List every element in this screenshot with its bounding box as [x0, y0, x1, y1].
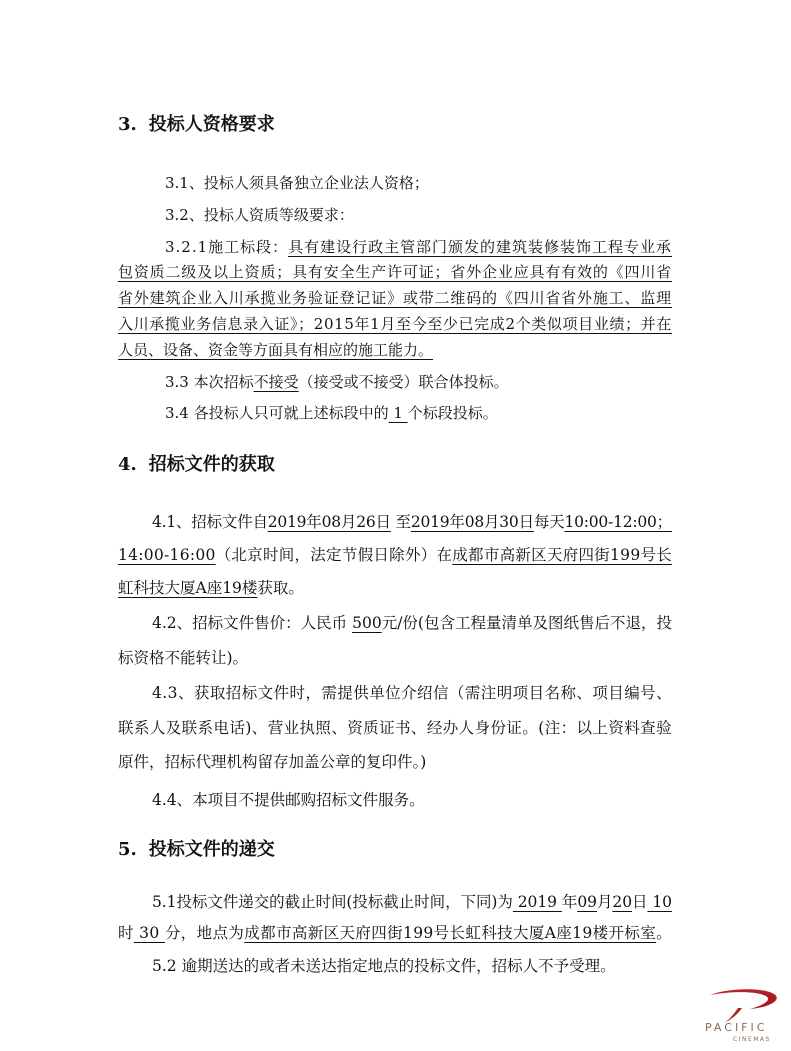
clause-5-1-text: 分，地点为 [164, 924, 245, 942]
clause-4-2-text: 元/份(包含工程量清单及图纸售后不退，投 [381, 614, 672, 632]
logo-wordmark: PACIFIC [705, 1021, 768, 1034]
clause-4-1-text: （北京时间，法定节假日除外）在 [215, 546, 453, 564]
clause-5-1-text: 。 [656, 924, 672, 942]
section-4-number: 4. [118, 454, 137, 475]
clause-3-4-text: 3.4 各投标人只可就上述标段中的 [165, 404, 389, 422]
clause-4-2-text: 标资格不能转让)。 [118, 649, 249, 667]
clause-4-1-text: 获取。 [257, 579, 304, 597]
clause-3-4-count-underlined: 1 [388, 404, 408, 422]
section-5-title: 投标文件的递交 [148, 839, 275, 860]
clause-5-1-location-underlined: 成都市高新区天府四街199号长虹科技大厦A座19楼开标室 [244, 924, 657, 942]
section-3-title: 投标人资格要求 [148, 114, 275, 135]
clause-4-2-line-2 [118, 648, 248, 668]
clause-3-3-text: 3.3 本次招标 [165, 373, 254, 391]
clause-4-4-text: 4.4、本项目不提供邮购招标文件服务。 [152, 791, 425, 809]
clause-3-2-1-label: 3.2.1施工标段： [165, 238, 289, 256]
clause-3-1 [165, 173, 429, 193]
clause-4-4 [152, 790, 425, 810]
clause-3-4 [165, 403, 498, 423]
clause-4-3-line-2 [118, 718, 672, 738]
clause-3-2-1-line-5 [118, 340, 433, 360]
clause-4-1-text: 至 [390, 513, 411, 531]
clause-4-3-text: 原件，招标代理机构留存加盖公章的复印件。) [118, 753, 427, 771]
clause-4-3-text: 4.3、获取招标文件时，需提供单位介绍信（需注明项目名称、项目编号、 [152, 684, 673, 702]
clause-3-2 [165, 205, 354, 225]
section-3-number: 3. [118, 114, 137, 135]
section-5-number: 5. [118, 839, 137, 860]
section-4-heading [118, 454, 275, 476]
clause-3-2-1-requirement-underlined: 包资质二级及以上资质；具有安全生产许可证；省外企业应具有有效的《四川省 [118, 263, 672, 281]
logo-subtitle: CINEMAS [733, 1036, 771, 1043]
section-3-heading [118, 114, 275, 136]
clause-4-3-line-1 [152, 683, 672, 703]
clause-4-1-morning-hours-underlined: 10:00-12:00； [564, 513, 672, 531]
clause-3-2-1-line-2 [118, 262, 672, 282]
clause-3-3 [165, 372, 509, 392]
clause-3-2-1-line-1 [165, 237, 672, 257]
clause-3-3-choice-underlined: 不接受 [253, 373, 299, 391]
clause-4-2-text: 4.2、招标文件售价：人民币 [152, 614, 353, 632]
clause-4-1-afternoon-hours-underlined: 14:00-16:00 [118, 546, 216, 564]
clause-5-1-text: 时 [118, 924, 134, 942]
clause-4-1-text: 4.1、招标文件自 [152, 513, 268, 531]
clause-4-3-text: 联系人及联系电话)、营业执照、资质证书、经办人身份证。(注：以上资料查验 [118, 719, 673, 737]
clause-4-1-line-2 [118, 545, 672, 565]
clause-5-1-minute-underlined: 30 [133, 924, 165, 942]
clause-4-1-line-3 [118, 578, 304, 598]
clause-4-2-price-underlined: 500 [352, 614, 382, 632]
clause-5-2 [152, 956, 616, 976]
clause-5-1-month-underlined: 09 [577, 893, 597, 911]
clause-3-1-text: 3.1、投标人须具备独立企业法人资格； [165, 174, 429, 192]
clause-4-1-address-underlined: 虹科技大厦A座19楼 [118, 579, 258, 597]
section-4-title: 招标文件的获取 [148, 454, 275, 475]
clause-4-1-text: 每天 [533, 513, 565, 531]
clause-5-1-year-underlined: 2019 [512, 893, 562, 911]
clause-3-2-1-requirement-underlined: 具有建设行政主管部门颁发的建筑装修装饰工程专业承 [288, 238, 672, 256]
clause-5-1-text: 月 [596, 893, 613, 911]
clause-5-1-text: 5.1投标文件递交的截止时间(投标截止时间，下同)为 [152, 893, 513, 911]
clause-4-3-line-3 [118, 752, 426, 772]
pacific-cinemas-logo-icon [704, 986, 784, 1024]
clause-3-2-1-line-3 [118, 288, 672, 308]
clause-3-4-text: 个标段投标。 [407, 404, 498, 422]
clause-5-1-hour-underlined: 10 [647, 893, 672, 911]
clause-5-1-text: 日 [632, 893, 648, 911]
clause-4-1-address-underlined: 成都市高新区天府四街199号长 [452, 546, 673, 564]
logo-swoosh-loop [710, 989, 777, 1009]
clause-4-2-line-1 [152, 613, 672, 633]
clause-4-1-line-1 [152, 512, 672, 532]
clause-5-1-line-2 [118, 923, 672, 943]
clause-5-1-day-underlined: 20 [612, 893, 633, 911]
clause-3-2-1-line-4 [118, 314, 672, 334]
clause-5-2-text: 5.2 逾期送达的或者未送达指定地点的投标文件，招标人不予受理。 [152, 957, 616, 975]
clause-3-2-1-requirement-underlined: 省外建筑企业入川承揽业务验证登记证》或带二维码的《四川省省外施工、监理 [118, 289, 672, 307]
clause-4-1-end-date-underlined: 2019年08月30日 [410, 513, 534, 531]
clause-5-1-text: 年 [561, 893, 578, 911]
clause-3-3-text: （接受或不接受）联合体投标。 [298, 373, 509, 391]
clause-4-1-start-date-underlined: 2019年08月26日 [267, 513, 391, 531]
clause-3-2-1-requirement-underlined: 人员、设备、资金等方面具有相应的施工能力。 [118, 341, 434, 359]
clause-3-2-1-requirement-underlined: 入川承揽业务信息录入证》；2015年1月至今至少已完成2个类似项目业绩；并在 [118, 315, 673, 333]
clause-3-2-text: 3.2、投标人资质等级要求： [165, 206, 354, 224]
clause-5-1-line-1 [152, 892, 672, 912]
section-5-heading [118, 839, 275, 861]
